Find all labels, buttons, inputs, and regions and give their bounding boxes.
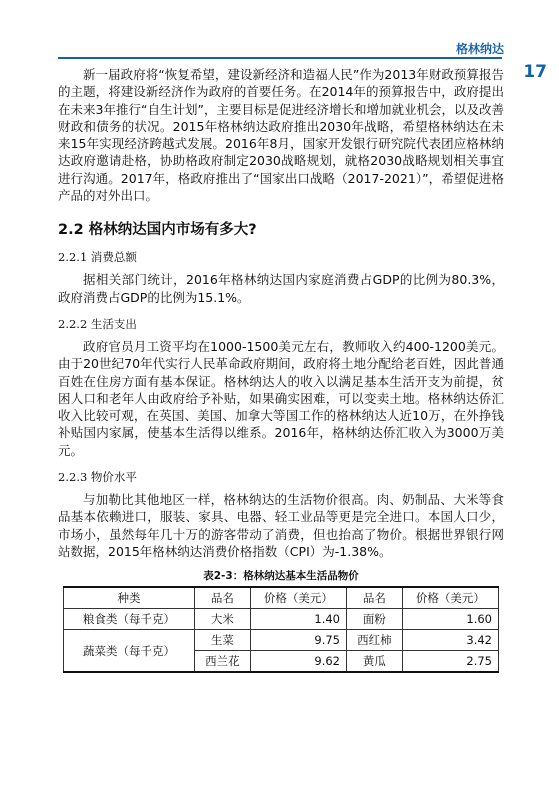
table-header-row <box>64 587 499 609</box>
paragraph-living-expenses: 政府官员月工资平均在1000-1500美元左右，教师收入约400-1200美元。由于20世纪70年代实行人民革命政府期间，政府将土地分配给老百姓，因此普通百姓在住房方面有基本保证。格林纳达人的收入以满足基本生活开支为前提，贫困人口和老年人由政府给予补贴，如果确实困难，可以变卖土地。格林纳达侨汇收入比较可观，在英国、美国、加拿大等国工作的格林纳达人近10万，在外挣钱补贴国内家属，使基本生活得以维系。2016年，格林纳达侨汇收入为3000万美元。 <box>58 338 504 458</box>
table-cell-price: 1.60 <box>402 609 498 630</box>
table-row <box>64 630 499 651</box>
subsection-heading-consumption: 2.2.1 消费总额 <box>58 250 137 265</box>
table-cell-item: 西兰花 <box>195 651 251 673</box>
page-body <box>58 66 504 673</box>
price-table <box>63 586 499 673</box>
subsection-heading-price-level: 2.2.3 物价水平 <box>58 470 137 485</box>
table-cell-item: 生菜 <box>195 630 251 651</box>
header-rule <box>58 57 502 59</box>
table-row <box>64 609 499 630</box>
header-section-label: 格林纳达 <box>455 42 504 56</box>
table-cell-price: 1.40 <box>250 609 346 630</box>
table-header-cell: 价格（美元） <box>402 587 498 609</box>
table-cell-category: 粮食类（每千克） <box>64 609 195 630</box>
table-cell-price: 3.42 <box>402 630 498 651</box>
page-number: 17 <box>523 62 547 82</box>
table-header-cell: 种类 <box>64 587 195 609</box>
table-cell-item: 面粉 <box>346 609 402 630</box>
table-caption: 表2-3：格林纳达基本生活品物价 <box>203 570 359 583</box>
paragraph-economy-strategy: 新一届政府将“恢复希望，建设新经济和造福人民”作为2013年财政预算报告的主题，将建设新经济作为政府的首要任务。在2014年的预算报告中，政府提出在未来3年推行“自生计划”，主要目标是促进经济增长和增加就业机会，以及改善财政和债务的状况。2015年格林纳达政府推出2030年战略，希望格林纳达在未来15年实现经济跨越式发展。2016年8月，国家开发银行研究院代表团应格林纳达政府邀请赴格，协助格政府制定2030战略规划，就格2030战略规划相关事宜进行沟通。2017年，格政府推出了“国家出口战略（2017-2021）”，希望促进格产品的对外出口。 <box>58 67 504 204</box>
paragraph-price-level: 与加勒比其他地区一样，格林纳达的生活物价很高。肉、奶制品、大米等食品基本依赖进口，服装、家具、电器、轻工业品等更是完全进口。本国人口少，市场小，虽然每年几十万的游客带动了消费，但也抬高了物价。根据世界银行网站数据，2015年格林纳达消费价格指数（CPI）为-1.38%。 <box>58 492 504 559</box>
section-heading: 2.2 格林纳达国内市场有多大? <box>58 222 257 239</box>
table-header-cell: 品名 <box>195 587 251 609</box>
table-cell-price: 9.75 <box>250 630 346 651</box>
table-header-cell: 价格（美元） <box>250 587 346 609</box>
table-cell-item: 黄瓜 <box>346 651 402 673</box>
table-cell-item: 西红柿 <box>346 630 402 651</box>
table-cell-category: 蔬菜类（每千克） <box>64 630 195 673</box>
table-cell-item: 大米 <box>195 609 251 630</box>
table-cell-price: 9.62 <box>250 651 346 673</box>
paragraph-consumption: 据相关部门统计，2016年格林纳达国内家庭消费占GDP的比例为80.3%，政府消费占GDP的比例为15.1%。 <box>58 272 504 305</box>
table-header-cell: 品名 <box>346 587 402 609</box>
subsection-heading-living-expenses: 2.2.2 生活支出 <box>58 316 137 331</box>
table-cell-price: 2.75 <box>402 651 498 673</box>
